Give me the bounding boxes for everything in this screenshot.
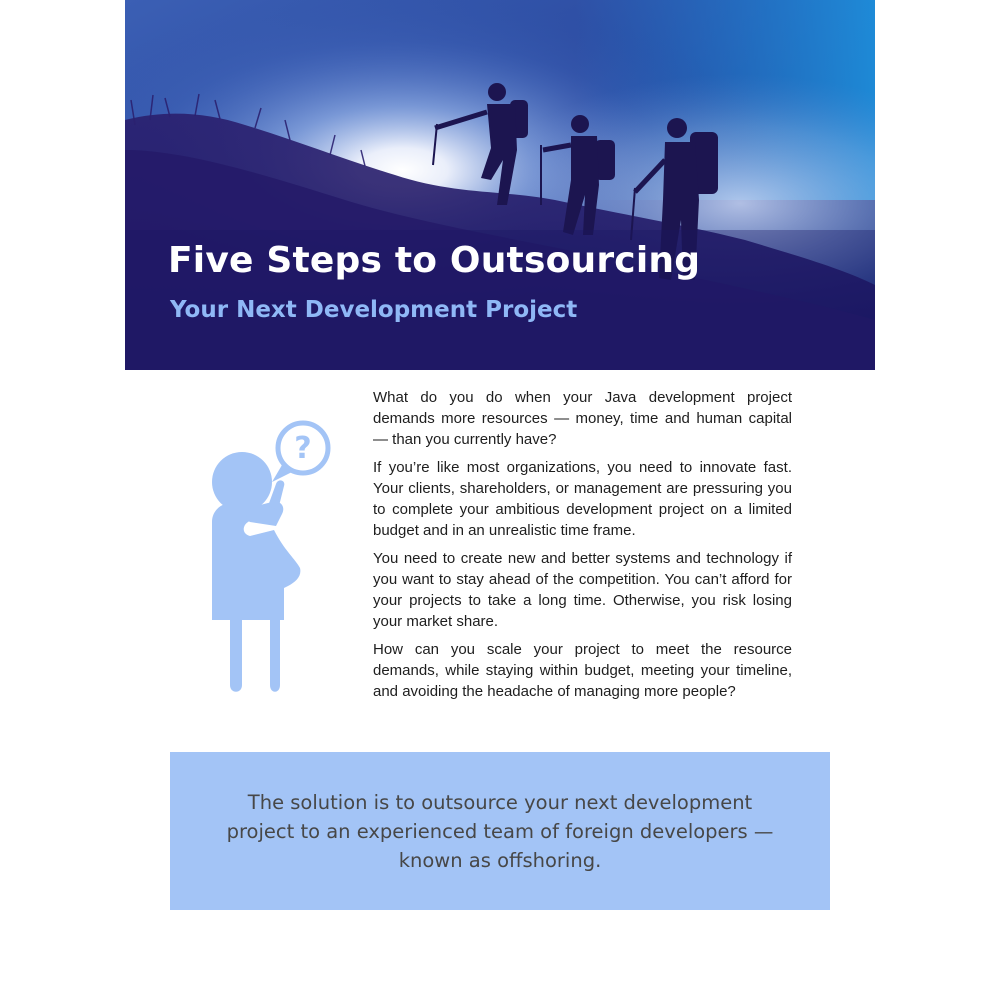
solution-callout: [170, 752, 830, 910]
intro-paragraph-3: You need to create new and better systems and technology if you want to stay ahead of the competition. You can’t afford for your projects to take a long time. Otherwise, you risk losing your market share.: [373, 550, 792, 630]
intro-paragraph-4: How can you scale your project to meet the resource demands, while staying within budget, meeting your timeline, and avoiding the headache of managing more people?: [373, 641, 792, 700]
intro-text: [373, 387, 792, 709]
intro-paragraph-2: If you’re like most organizations, you need to innovate fast. Your clients, shareholders, or management are pressuring you to complete your ambitious development project on a limited budget and in an unrealistic time frame.: [373, 459, 792, 539]
hero-banner: [125, 0, 875, 370]
thinking-person-icon: [200, 410, 340, 700]
thinking-person-figure: [200, 410, 340, 700]
intro-paragraph-1: What do you do when your Java development project demands more resources — money, time and human capital — than you currently have?: [373, 389, 792, 448]
page-subtitle: Your Next Development Project: [170, 297, 578, 323]
callout-text: The solution is to outsource your next development project to an experienced team of foreign developers — known as offshoring.: [226, 790, 774, 872]
svg-text:?: ?: [294, 431, 312, 466]
page-title: Five Steps to Outsourcing: [168, 240, 701, 281]
question-bubble-icon: [272, 423, 328, 482]
